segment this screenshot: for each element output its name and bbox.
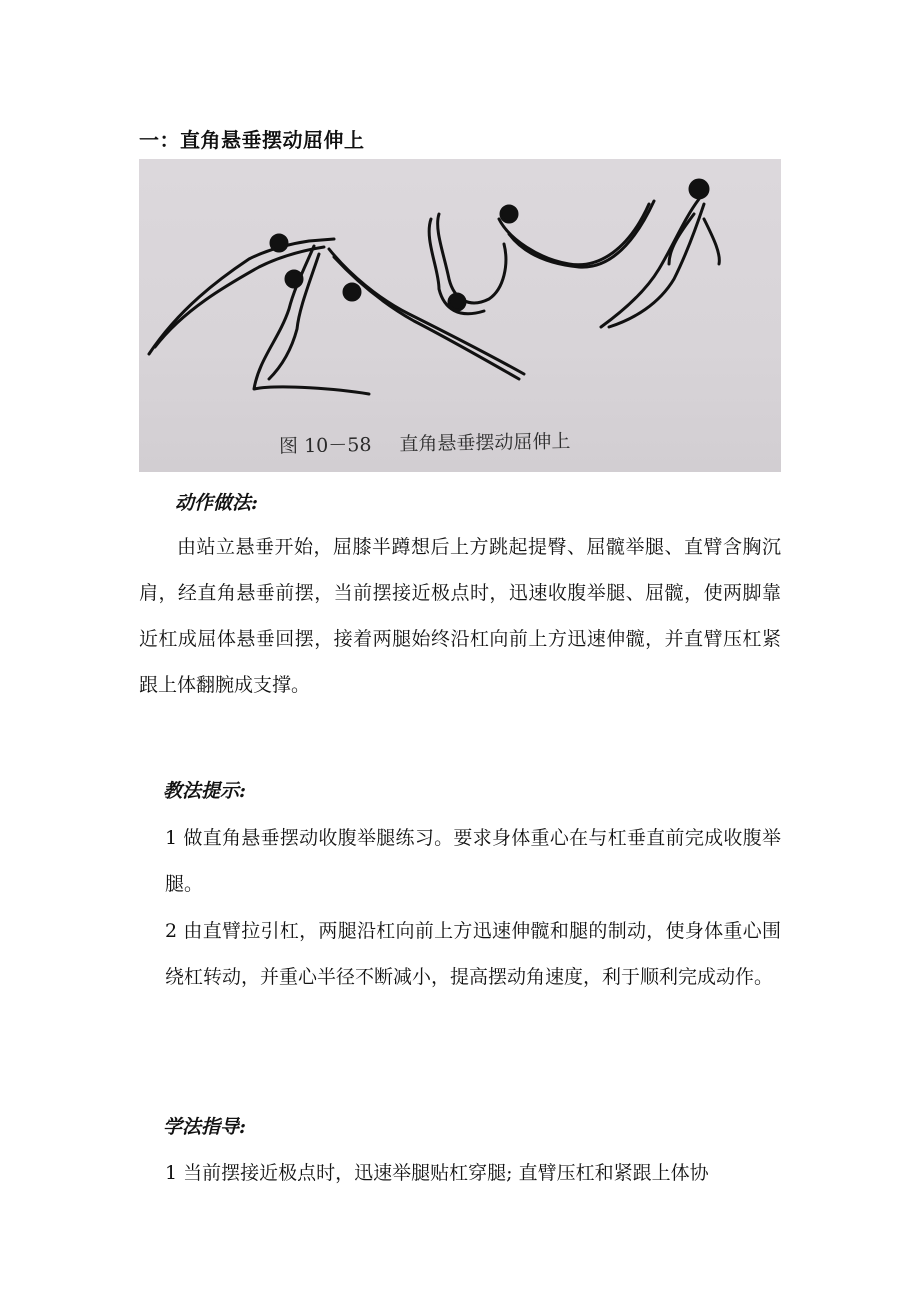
teaching-item-1: 1 做直角悬垂摆动收腹举腿练习。要求身体重心在与杠垂直前完成收腹举腿。 <box>165 827 781 895</box>
teaching-title: 教法提示: <box>163 780 247 802</box>
figure-caption-title: 直角悬垂摆动屈伸上 <box>399 430 571 456</box>
figure-caption-number: 图 10－58 <box>278 433 372 458</box>
method-title: 动作做法: <box>175 492 259 514</box>
gymnast-sequence-drawing <box>139 159 781 472</box>
teaching-item-2: 2 由直臂拉引杠，两腿沿杠向前上方迅速伸髋和腿的制动，使身体重心围绕杠转动，并重心半径不断减小，提高摆动角速度，利于顺利完成动作。 <box>165 920 781 988</box>
gymnastics-illustration <box>139 159 781 472</box>
learning-item-1: 1 当前摆接近极点时，迅速举腿贴杠穿腿; 直臂压杠和紧跟上体协 <box>165 1162 709 1184</box>
figure-caption <box>279 426 571 458</box>
page-heading: 一：直角悬垂摆动屈伸上 <box>139 128 365 152</box>
learning-title: 学法指导: <box>163 1116 247 1138</box>
method-paragraph: 由站立悬垂开始，屈膝半蹲想后上方跳起提臀、屈髋举腿、直臂含胸沉肩，经直角悬垂前摆，当前摆接近极点时，迅速收腹举腿、屈髋，使两脚靠近杠成屈体悬垂回摆，接着两腿始终沿杠向前上方迅速伸髋，并直臂压杠紧跟上体翻腕成支撑。 <box>139 536 781 696</box>
